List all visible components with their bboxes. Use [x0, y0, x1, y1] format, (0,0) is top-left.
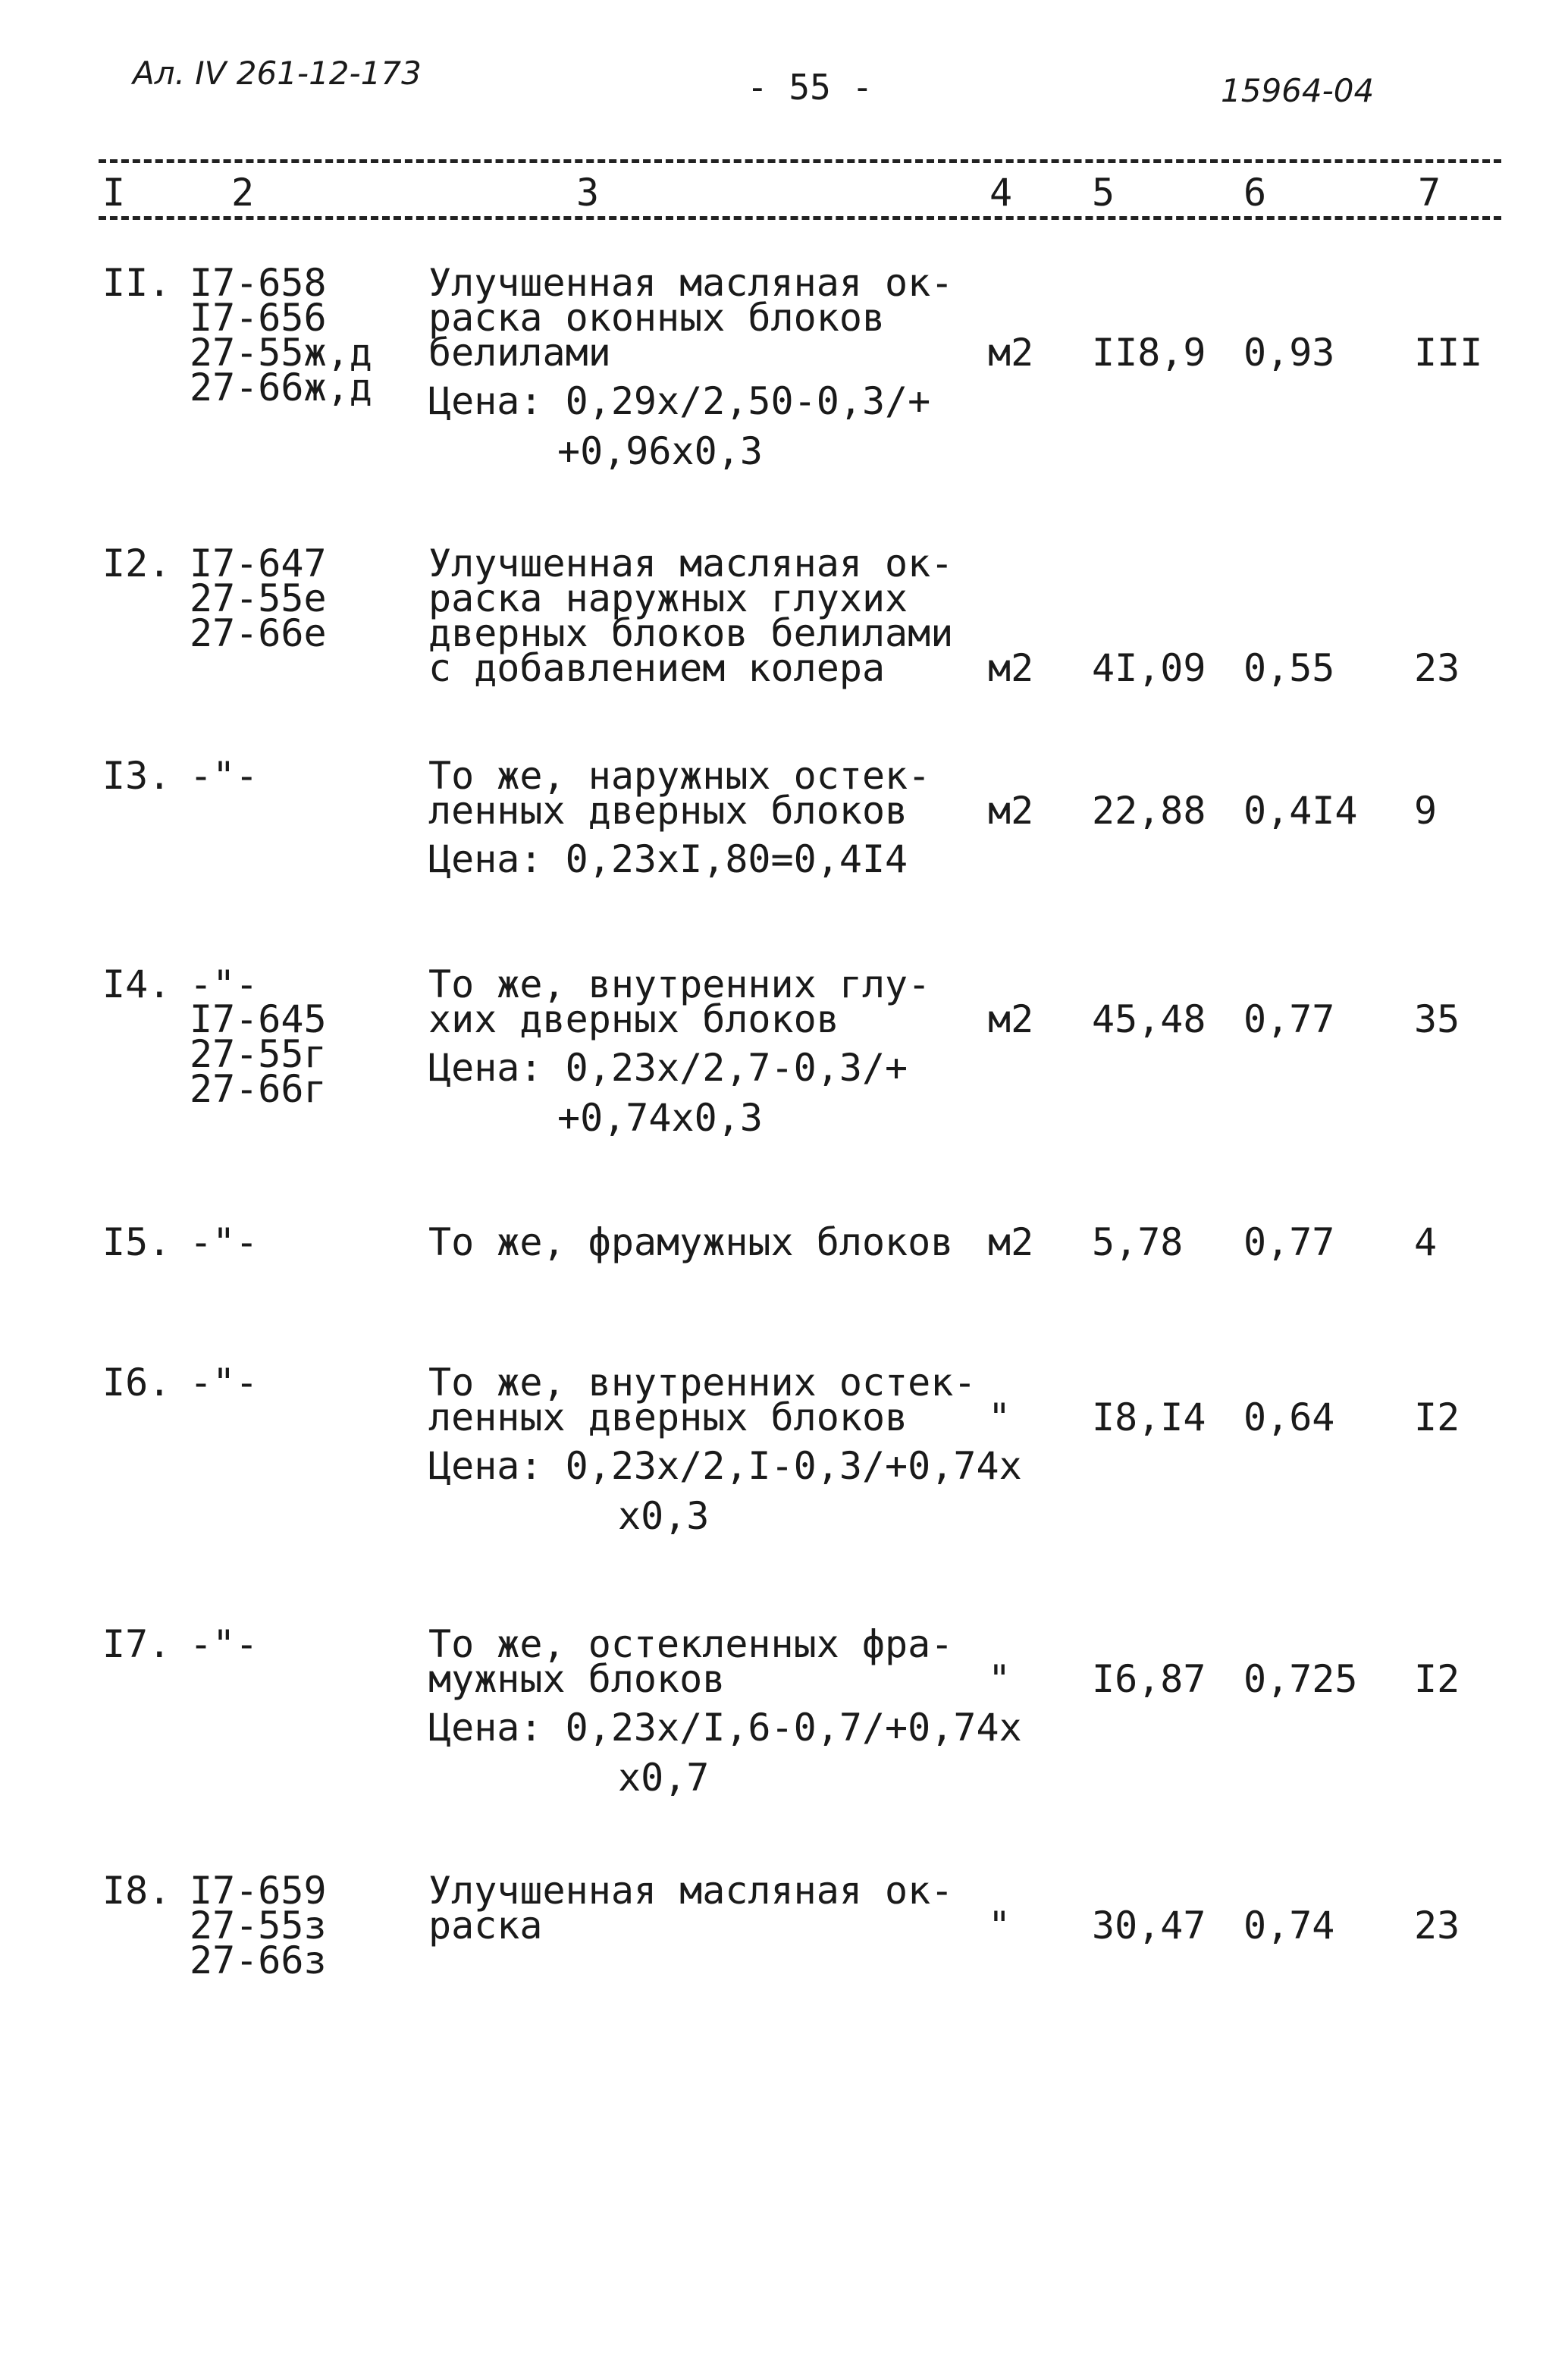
quantity: 22,88: [1092, 789, 1206, 833]
document-number: 15964-04: [1221, 72, 1375, 109]
catalog-code: -"-: [190, 754, 259, 798]
unit: ": [988, 1657, 1011, 1701]
unit: м2: [988, 789, 1034, 833]
description-line: ленных дверных блоков: [428, 789, 908, 833]
catalog-codes: [190, 1220, 259, 1264]
description-line: То же, фрамужных блоков: [428, 1220, 954, 1264]
total: 9: [1414, 789, 1438, 833]
top-dashed-rule: [99, 159, 1501, 163]
work-description: [428, 541, 954, 690]
description-line: раска наружных глухих: [428, 576, 908, 620]
total: 4: [1414, 1220, 1438, 1264]
description-line: Улучшенная масляная ок-: [428, 1869, 954, 1913]
column-header-7: 7: [1418, 171, 1441, 215]
description-line: То же, наружных остек-: [428, 754, 931, 798]
description-line: мужных блоков: [428, 1657, 726, 1701]
price-formula-line: Цена: 0,23хI,80=0,4I4: [428, 837, 908, 881]
catalog-code: 27-66г: [190, 1067, 327, 1111]
catalog-code: -"-: [190, 1220, 259, 1264]
description-line: с добавлением колера: [428, 646, 886, 690]
unit: ": [988, 1904, 1011, 1948]
description-line: раска: [428, 1904, 543, 1948]
unit-rate: 0,93: [1243, 331, 1335, 375]
quantity: 30,47: [1092, 1904, 1206, 1948]
total: III: [1414, 331, 1483, 375]
row-number: I5.: [102, 1220, 171, 1264]
unit: м2: [988, 331, 1034, 375]
description-line: Улучшенная масляная ок-: [428, 261, 954, 305]
description-line: ленных дверных блоков: [428, 1395, 908, 1439]
price-formula: [428, 834, 930, 884]
price-formula-line: +0,96х0,3: [557, 429, 763, 473]
column-header-5: 5: [1092, 171, 1115, 215]
description-line: дверных блоков белилами: [428, 611, 954, 655]
catalog-codes: [190, 1622, 259, 1666]
unit-rate: 0,725: [1243, 1657, 1358, 1701]
price-formula-line: Цена: 0,29х/2,50-0,3/+: [428, 379, 931, 423]
work-description: [428, 261, 954, 476]
unit: ": [988, 1395, 1011, 1439]
price-formula: [428, 1703, 1022, 1803]
description-line: хих дверных блоков: [428, 997, 839, 1041]
catalog-code: -"-: [190, 962, 259, 1006]
description-line: То же, остекленных фра-: [428, 1622, 954, 1666]
catalog-codes: [190, 541, 327, 655]
quantity: 5,78: [1092, 1220, 1184, 1264]
price-formula-line: Цена: 0,23х/I,6-0,7/+0,74х: [428, 1706, 1022, 1750]
price-formula: [428, 1043, 930, 1143]
quantity: I8,I4: [1092, 1395, 1206, 1439]
work-description: [428, 1361, 1022, 1541]
quantity: 4I,09: [1092, 646, 1206, 690]
catalog-codes: [190, 261, 372, 410]
page-number: - 55 -: [747, 67, 873, 108]
description-line: То же, внутренних глу-: [428, 962, 931, 1006]
work-description: [428, 1622, 1022, 1803]
total: 23: [1414, 1904, 1460, 1948]
unit-rate: 0,74: [1243, 1904, 1335, 1948]
column-header-3: 3: [576, 171, 600, 215]
price-formula-line: +0,74х0,3: [557, 1096, 763, 1140]
price-formula: [428, 1441, 1022, 1541]
description-line: То же, внутренних остек-: [428, 1361, 977, 1405]
catalog-code: 27-66з: [190, 1938, 327, 1982]
catalog-codes: [190, 1869, 327, 1982]
catalog-code: -"-: [190, 1361, 259, 1405]
price-formula-line: х0,3: [618, 1494, 710, 1538]
catalog-code: 27-55з: [190, 1904, 327, 1948]
column-header-6: 6: [1243, 171, 1267, 215]
catalog-codes: [190, 754, 259, 798]
total: 35: [1414, 997, 1460, 1041]
column-header-2: 2: [231, 171, 255, 215]
row-number: I8.: [102, 1869, 171, 1913]
total: 23: [1414, 646, 1460, 690]
catalog-codes: [190, 1361, 259, 1405]
description-line: Улучшенная масляная ок-: [428, 541, 954, 585]
catalog-code: 27-66ж,д: [190, 366, 372, 410]
price-formula: [428, 376, 953, 476]
work-description: [428, 962, 931, 1143]
catalog-code: 27-55е: [190, 576, 327, 620]
quantity: 45,48: [1092, 997, 1206, 1041]
total: I2: [1414, 1395, 1460, 1439]
price-formula-line: х0,7: [618, 1756, 710, 1800]
catalog-code: I7-647: [190, 541, 327, 585]
row-number: I6.: [102, 1361, 171, 1405]
unit: м2: [988, 1220, 1034, 1264]
row-number: II.: [102, 261, 171, 305]
document-code: Ал. IV 261-12-173: [133, 55, 422, 92]
description-line: белилами: [428, 331, 611, 375]
unit: м2: [988, 997, 1034, 1041]
quantity: II8,9: [1092, 331, 1206, 375]
catalog-code: -"-: [190, 1622, 259, 1666]
catalog-code: I7-656: [190, 296, 327, 340]
header-dashed-rule: [99, 216, 1501, 220]
unit: м2: [988, 646, 1034, 690]
description-line: раска оконных блоков: [428, 296, 886, 340]
catalog-code: I7-658: [190, 261, 327, 305]
catalog-codes: [190, 962, 327, 1111]
catalog-code: 27-55г: [190, 1032, 327, 1076]
price-formula-line: Цена: 0,23х/2,I-0,3/+0,74х: [428, 1444, 1022, 1488]
column-header-4: 4: [989, 171, 1013, 215]
row-number: I4.: [102, 962, 171, 1006]
column-header-1: I: [102, 171, 126, 215]
catalog-code: I7-645: [190, 997, 327, 1041]
quantity: I6,87: [1092, 1657, 1206, 1701]
work-description: [428, 1220, 954, 1264]
unit-rate: 0,64: [1243, 1395, 1335, 1439]
catalog-code: 27-66е: [190, 611, 327, 655]
total: I2: [1414, 1657, 1460, 1701]
unit-rate: 0,55: [1243, 646, 1335, 690]
work-description: [428, 754, 931, 884]
work-description: [428, 1869, 954, 1948]
unit-rate: 0,4I4: [1243, 789, 1358, 833]
catalog-code: I7-659: [190, 1869, 327, 1913]
unit-rate: 0,77: [1243, 1220, 1335, 1264]
catalog-code: 27-55ж,д: [190, 331, 372, 375]
row-number: I7.: [102, 1622, 171, 1666]
row-number: I3.: [102, 754, 171, 798]
price-formula-line: Цена: 0,23х/2,7-0,3/+: [428, 1046, 908, 1090]
row-number: I2.: [102, 541, 171, 585]
unit-rate: 0,77: [1243, 997, 1335, 1041]
